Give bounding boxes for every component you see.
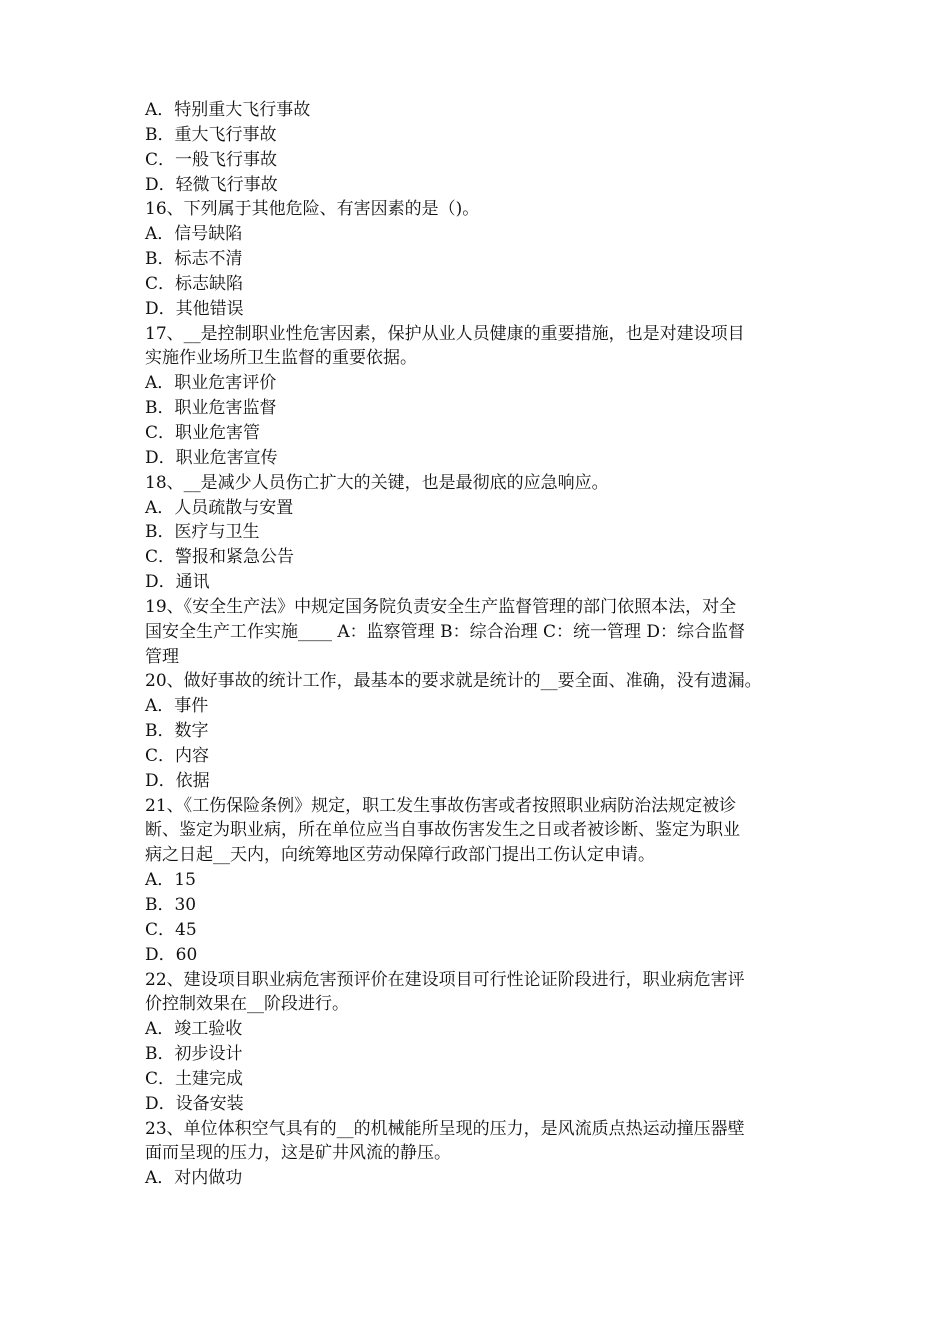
text-line: 17、__是控制职业性危害因素，保护从业人员健康的重要措施，也是对建设项目 <box>145 323 745 344</box>
text-line: D．职业危害宣传 <box>145 447 278 468</box>
text-line: C．标志缺陷 <box>145 273 244 294</box>
text-line: 价控制效果在__阶段进行。 <box>145 994 349 1015</box>
text-line: 19、《安全生产法》中规定国务院负责安全生产监督管理的部门依照本法，对全 <box>145 596 737 617</box>
text-line: D．设备安装 <box>145 1093 244 1114</box>
text-line: B．初步设计 <box>145 1044 243 1065</box>
text-line: D．通讯 <box>145 572 210 593</box>
text-line: A．特别重大飞行事故 <box>145 100 311 120</box>
text-line: 断、鉴定为职业病，所在单位应当自事故伤害发生之日或者被诊断、鉴定为职业 <box>145 820 740 841</box>
text-line: A．15 <box>145 870 196 891</box>
text-line: D．60 <box>145 944 198 965</box>
text-line: 21、《工伤保险条例》规定，职工发生事故伤害或者按照职业病防治法规定被诊 <box>145 795 737 816</box>
text-line: 病之日起__天内，向统筹地区劳动保障行政部门提出工伤认定申请。 <box>145 845 655 866</box>
text-line: A．对内做功 <box>145 1168 243 1189</box>
text-line: A．信号缺陷 <box>145 224 243 245</box>
text-line: A．人员疏散与安置 <box>145 497 294 518</box>
text-line: 国安全生产工作实施____ A：监察管理 B：综合治理 C：统一管理 D：综合监督 <box>145 621 746 642</box>
text-line: B．标志不清 <box>145 249 243 270</box>
text-line: B．重大飞行事故 <box>145 124 277 145</box>
text-line: A．竣工验收 <box>145 1019 243 1040</box>
text-line: B．职业危害监督 <box>145 398 277 419</box>
text-line: 16、下列属于其他危险、有害因素的是（)。 <box>145 199 480 220</box>
text-line: 23、单位体积空气具有的__的机械能所呈现的压力，是风流质点热运动撞压器壁 <box>145 1118 745 1139</box>
text-line: C．职业危害管 <box>145 422 261 443</box>
text-line: C．一般飞行事故 <box>145 149 278 170</box>
text-line: D．依据 <box>145 770 210 791</box>
text-line: C．内容 <box>145 745 210 766</box>
text-line: A．事件 <box>145 696 209 717</box>
text-line: B．医疗与卫生 <box>145 522 260 543</box>
text-line: 22、建设项目职业病危害预评价在建设项目可行性论证阶段进行，职业病危害评 <box>145 969 745 990</box>
text-line: D．轻微飞行事故 <box>145 174 278 195</box>
text-line: A．职业危害评价 <box>145 373 277 394</box>
text-line: 管理 <box>145 646 179 667</box>
text-line: 面而呈现的压力，这是矿井风流的静压。 <box>145 1143 451 1164</box>
text-line: C．警报和紧急公告 <box>145 547 295 568</box>
text-line: 18、__是减少人员伤亡扩大的关键，也是最彻底的应急响应。 <box>145 472 609 493</box>
text-line: 20、做好事故的统计工作，最基本的要求就是统计的__要全面、准确，没有遗漏。 <box>145 671 762 692</box>
text-line: B．数字 <box>145 721 209 742</box>
text-line: 实施作业场所卫生监督的重要依据。 <box>145 348 417 369</box>
text-line: D．其他错误 <box>145 298 244 319</box>
text-line: B．30 <box>145 895 197 915</box>
text-line: C．土建完成 <box>145 1068 244 1089</box>
text-line: C．45 <box>145 919 197 940</box>
document-body <box>145 98 810 1191</box>
